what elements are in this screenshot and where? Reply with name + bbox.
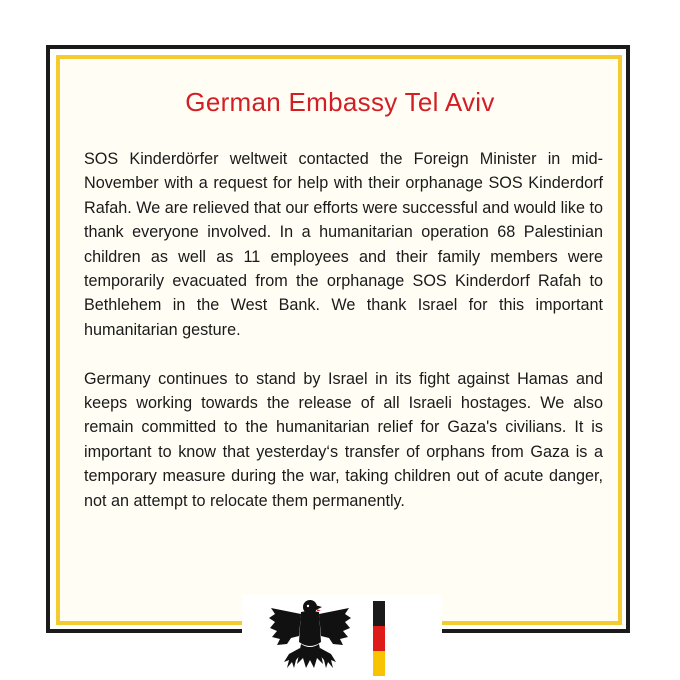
federal-eagle-icon bbox=[267, 598, 353, 680]
statement-paragraph-2: Germany continues to stand by Israel in its fight against Hamas and keeps working towards the release of all Israeli hostages. We also remain committed to the humanitarian relief for Gaza's civilians. It is important to know that yesterday‘s transfer of orphans from Gaza is a temporary measure during the war, taking children out of acute danger, not an attempt to relocate them permanently. bbox=[84, 369, 603, 510]
flag-stripe-red bbox=[373, 626, 385, 651]
flag-stripe-gold bbox=[373, 651, 385, 676]
statement-paragraph-1: SOS Kinderdörfer weltweit contacted the Foreign Minister in mid-November with a request for help with their orphanage SOS Kinderdorf Rafah. We are relieved that our efforts were successful and would like to thank everyone involved. In a humanitarian operation 68 Palestinian children as well as 11 employees and their family members were temporarily evacuated from the orphanage SOS Kinderdorf Rafah to Bethlehem in the West Bank. We thank Israel for this important humanitarian gesture. bbox=[84, 150, 603, 339]
page-title: German Embassy Tel Aviv bbox=[185, 87, 495, 117]
flag-stripe-black bbox=[373, 601, 385, 626]
statement-body bbox=[84, 147, 603, 513]
german-flag-icon bbox=[373, 601, 385, 676]
